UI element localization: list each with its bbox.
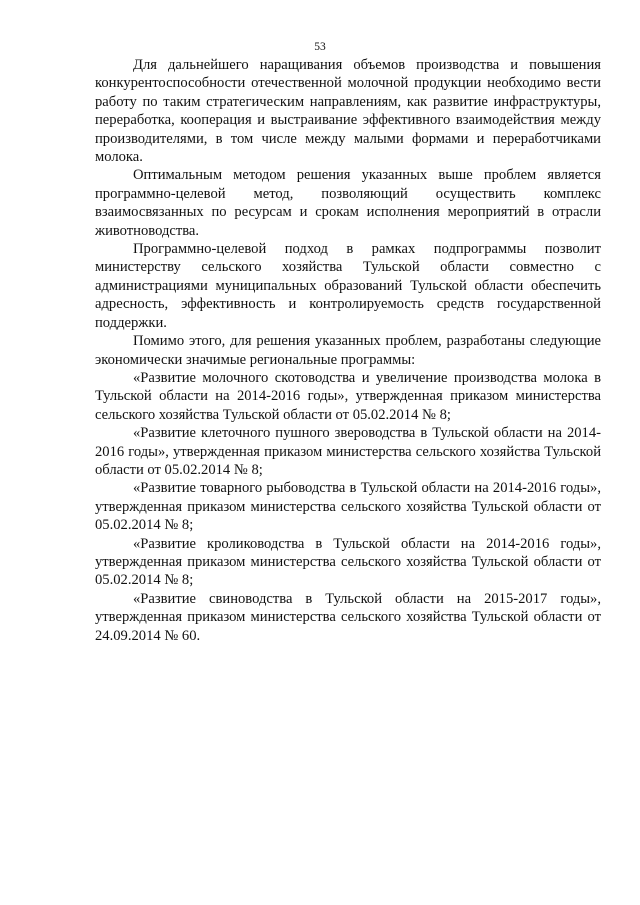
paragraph: Помимо этого, для решения указанных проблем, разработаны следующие экономически значимые региональные программы: xyxy=(95,333,601,368)
program-list-item: «Развитие свиноводства в Тульской области на 2015-2017 годы», утвержденная приказом министерства сельского хозяйства Тульской области от 24.09.2014 № 60. xyxy=(95,590,601,644)
document-body xyxy=(95,56,601,645)
program-list-item: «Развитие молочного скотоводства и увеличение производства молока в Тульской области на 2014-2016 годы», утвержденная приказом министерства сельского хозяйства Тульской области от 05.02.2014 № 8; xyxy=(95,369,601,423)
program-list-item: «Развитие кролиководства в Тульской области на 2014-2016 годы», утвержденная приказом министерства сельского хозяйства Тульской области от 05.02.2014 № 8; xyxy=(95,535,601,589)
paragraph: Оптимальным методом решения указанных выше проблем является программно-целевой метод, позволяющий осуществить комплекс взаимосвязанных по ресурсам и срокам исполнения мероприятий в отрасли животноводства. xyxy=(95,167,601,239)
page-number: 53 xyxy=(314,41,326,53)
paragraph: Программно-целевой подход в рамках подпрограммы позволит министерству сельского хозяйства Тульской области совместно с администрациями муниципальных образований Тульской области обеспечить адресность, эффективность и контролируемость средств государственной поддержки. xyxy=(95,241,601,331)
paragraph: Для дальнейшего наращивания объемов производства и повышения конкурентоспособности отечественной молочной продукции необходимо вести работу по таким стратегическим направлениям, как развитие инфраструктуры, переработка, кооперация и выстраивание эффективного взаимодействия между производителями, в том числе между малыми формами и переработчиками молока. xyxy=(95,57,601,166)
program-list-item: «Развитие клеточного пушного звероводства в Тульской области на 2014-2016 годы», утвержденная приказом министерства сельского хозяйства Тульской области от 05.02.2014 № 8; xyxy=(95,425,601,478)
program-list-item: «Развитие товарного рыбоводства в Тульской области на 2014-2016 годы», утвержденная приказом министерства сельского хозяйства Тульской области от 05.02.2014 № 8; xyxy=(95,480,601,534)
